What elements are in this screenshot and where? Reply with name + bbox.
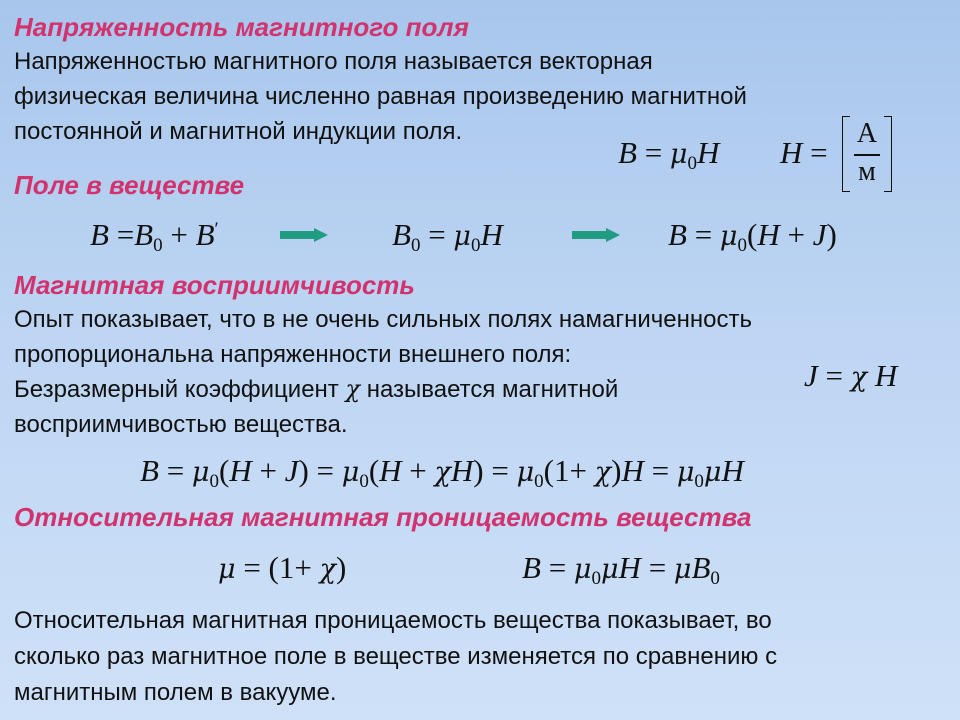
heading-field-in-matter: Поле в веществе [14,170,245,200]
formula-j-chi-h: J = χ H [804,358,898,393]
permeability-text-line-2: сколько раз магнитное поле в веществе изменяется по сравнению с [14,643,778,670]
formula-b-mu0-mu-h-mu-b0: $B = \mu_0\mu H = \mu B_0$ [522,550,720,589]
heading-relative-permeability: Относительная магнитная проницаемость вещества [14,502,752,532]
permeability-text-line-3: магнитным полем в вакууме. [14,679,337,706]
susceptibility-text-line-1: Опыт показывает, что в не очень сильных полях намагниченность [14,306,752,333]
heading-field-intensity: Напряженность магнитного поля [14,12,469,42]
susceptibility-text-line-2: пропорциональна напряженности внешнего поля: [14,341,572,368]
unit-denominator: м [858,156,876,187]
heading-susceptibility: Магнитная восприимчивость [14,270,415,300]
susceptibility-text-line-4: восприимчивостью вещества. [14,411,348,438]
permeability-text-line-1: Относительная магнитная проницаемость вещества показывает, во [14,607,772,634]
formula-b0-mu0-h: $B_0 = \mu_0H$ [392,217,503,256]
formula-mu-1-plus-chi: μ = (1+ χ) [218,550,347,585]
formula-b-expansion: $B = \mu_0(H + J) = \mu_0(H + \chi H) = \mu_0(1+ \chi)H = \mu_0\mu H$ [140,453,744,492]
susceptibility-text-line-3: Безразмерный коэффициент χ называется магнитной [14,375,619,403]
intensity-text-line-1: Напряженностью магнитного поля называется векторная [14,48,653,75]
formula-b-mu0-h-plus-j: $B = \mu_0(H + J)$ [668,217,837,256]
intensity-text-line-2: физическая величина численно равная произведению магнитной [14,83,747,110]
formula-b-mu0-h: $B = \mu_0H$ [618,135,720,174]
arrow-right-icon [280,228,328,242]
formula-h-units: H = [780,135,828,170]
intensity-text-line-3: постоянной и магнитной индукции поля. [14,118,463,145]
unit-bracket-a-per-m [842,114,892,194]
unit-numerator: А [856,118,878,149]
arrow-right-icon [572,228,620,242]
formula-b-b0-bprime: $B =B_0 + B'$ [90,217,219,256]
